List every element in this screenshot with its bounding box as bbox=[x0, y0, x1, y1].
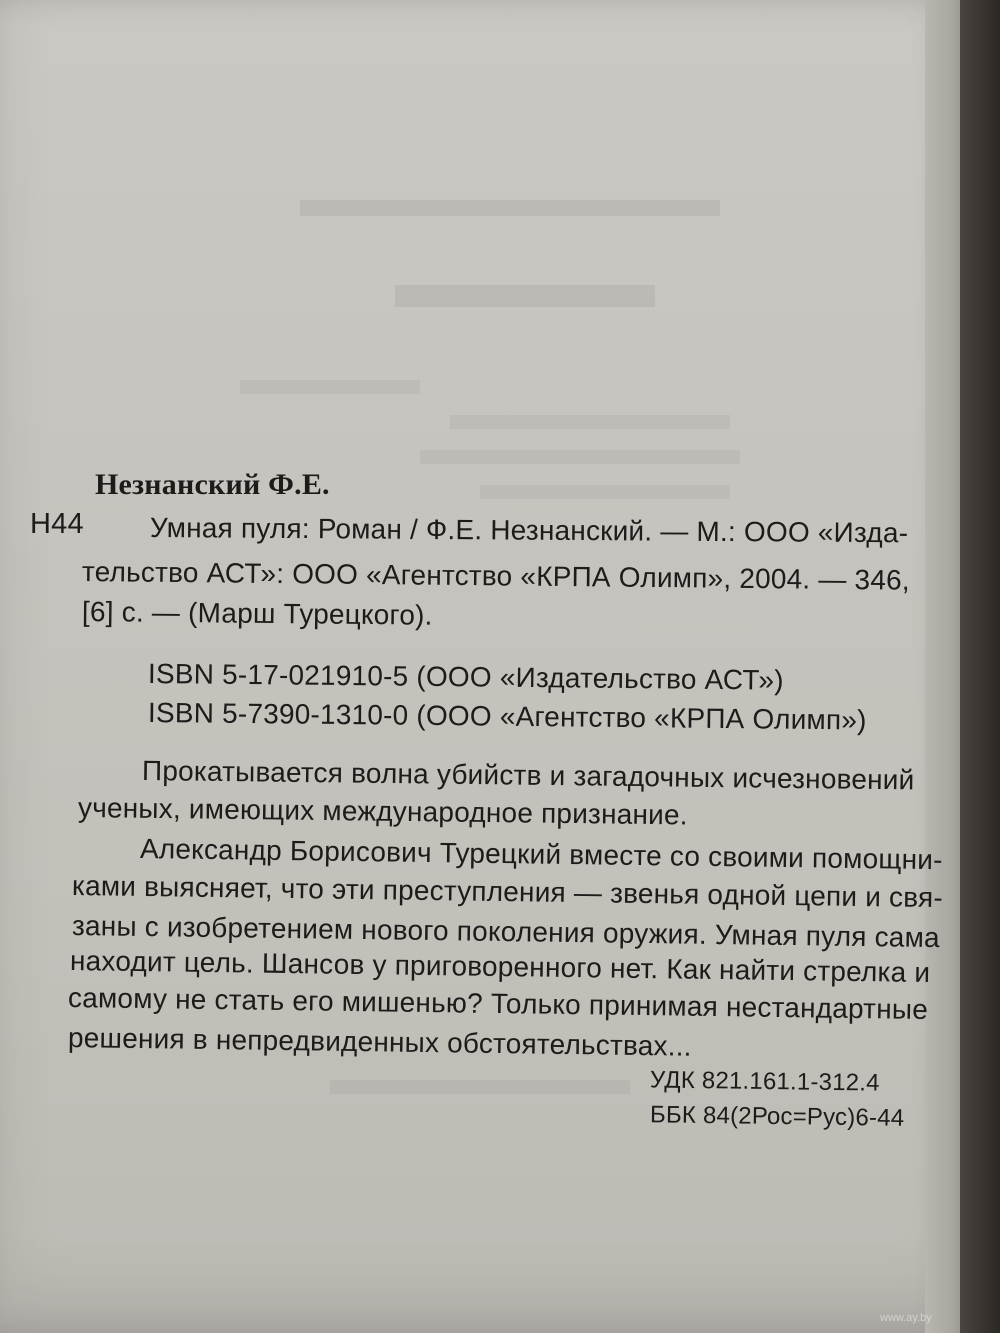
annotation-line-6: находит цель. Шансов у приговоренного нет. Как найти стрелка и bbox=[69, 945, 931, 989]
annotation-line-2: ученых, имеющих международное признание. bbox=[77, 792, 688, 831]
book-cover-edge bbox=[960, 0, 1000, 1333]
annotation-line-4: ками выясняет, что эти преступления — звенья одной цепи и свя- bbox=[71, 870, 944, 914]
isbn-ast: ISBN 5-17-021910-5 (ООО «Издательство АСТ») bbox=[147, 658, 784, 696]
author-mark: Н44 bbox=[30, 508, 84, 540]
bibliographic-line-2: тельство АСТ»: ООО «Агентство «КРПА Олимп», 2004. — 346, bbox=[81, 556, 910, 596]
udk-code: УДК 821.161.1-312.4 bbox=[649, 1066, 880, 1097]
annotation-line-1: Прокатывается волна убийств и загадочных исчезновений bbox=[141, 755, 915, 796]
bbk-code: ББК 84(2Рос=Рус)6-44 bbox=[649, 1101, 905, 1132]
bibliographic-line-1: Умная пуля: Роман / Ф.Е. Незнанский. — М.: ООО «Изда- bbox=[149, 512, 909, 549]
annotation-line-8: решения в непредвиденных обстоятельствах... bbox=[67, 1022, 692, 1062]
annotation-line-7: самому не стать его мишенью? Только принимая нестандартные bbox=[67, 982, 929, 1026]
bibliographic-line-3: [6] с. — (Марш Турецкого). bbox=[81, 596, 433, 631]
annotation-line-3: Александр Борисович Турецкий вместе со своими помощни- bbox=[139, 833, 943, 876]
isbn-olimp: ISBN 5-7390-1310-0 (ООО «Агентство «КРПА Олимп») bbox=[147, 697, 867, 736]
author-heading: Незнанский Ф.Е. bbox=[95, 468, 330, 501]
site-watermark: www.ay.by bbox=[880, 1312, 932, 1324]
annotation-line-5: заны с изобретением нового поколения оружия. Умная пуля сама bbox=[71, 910, 941, 954]
